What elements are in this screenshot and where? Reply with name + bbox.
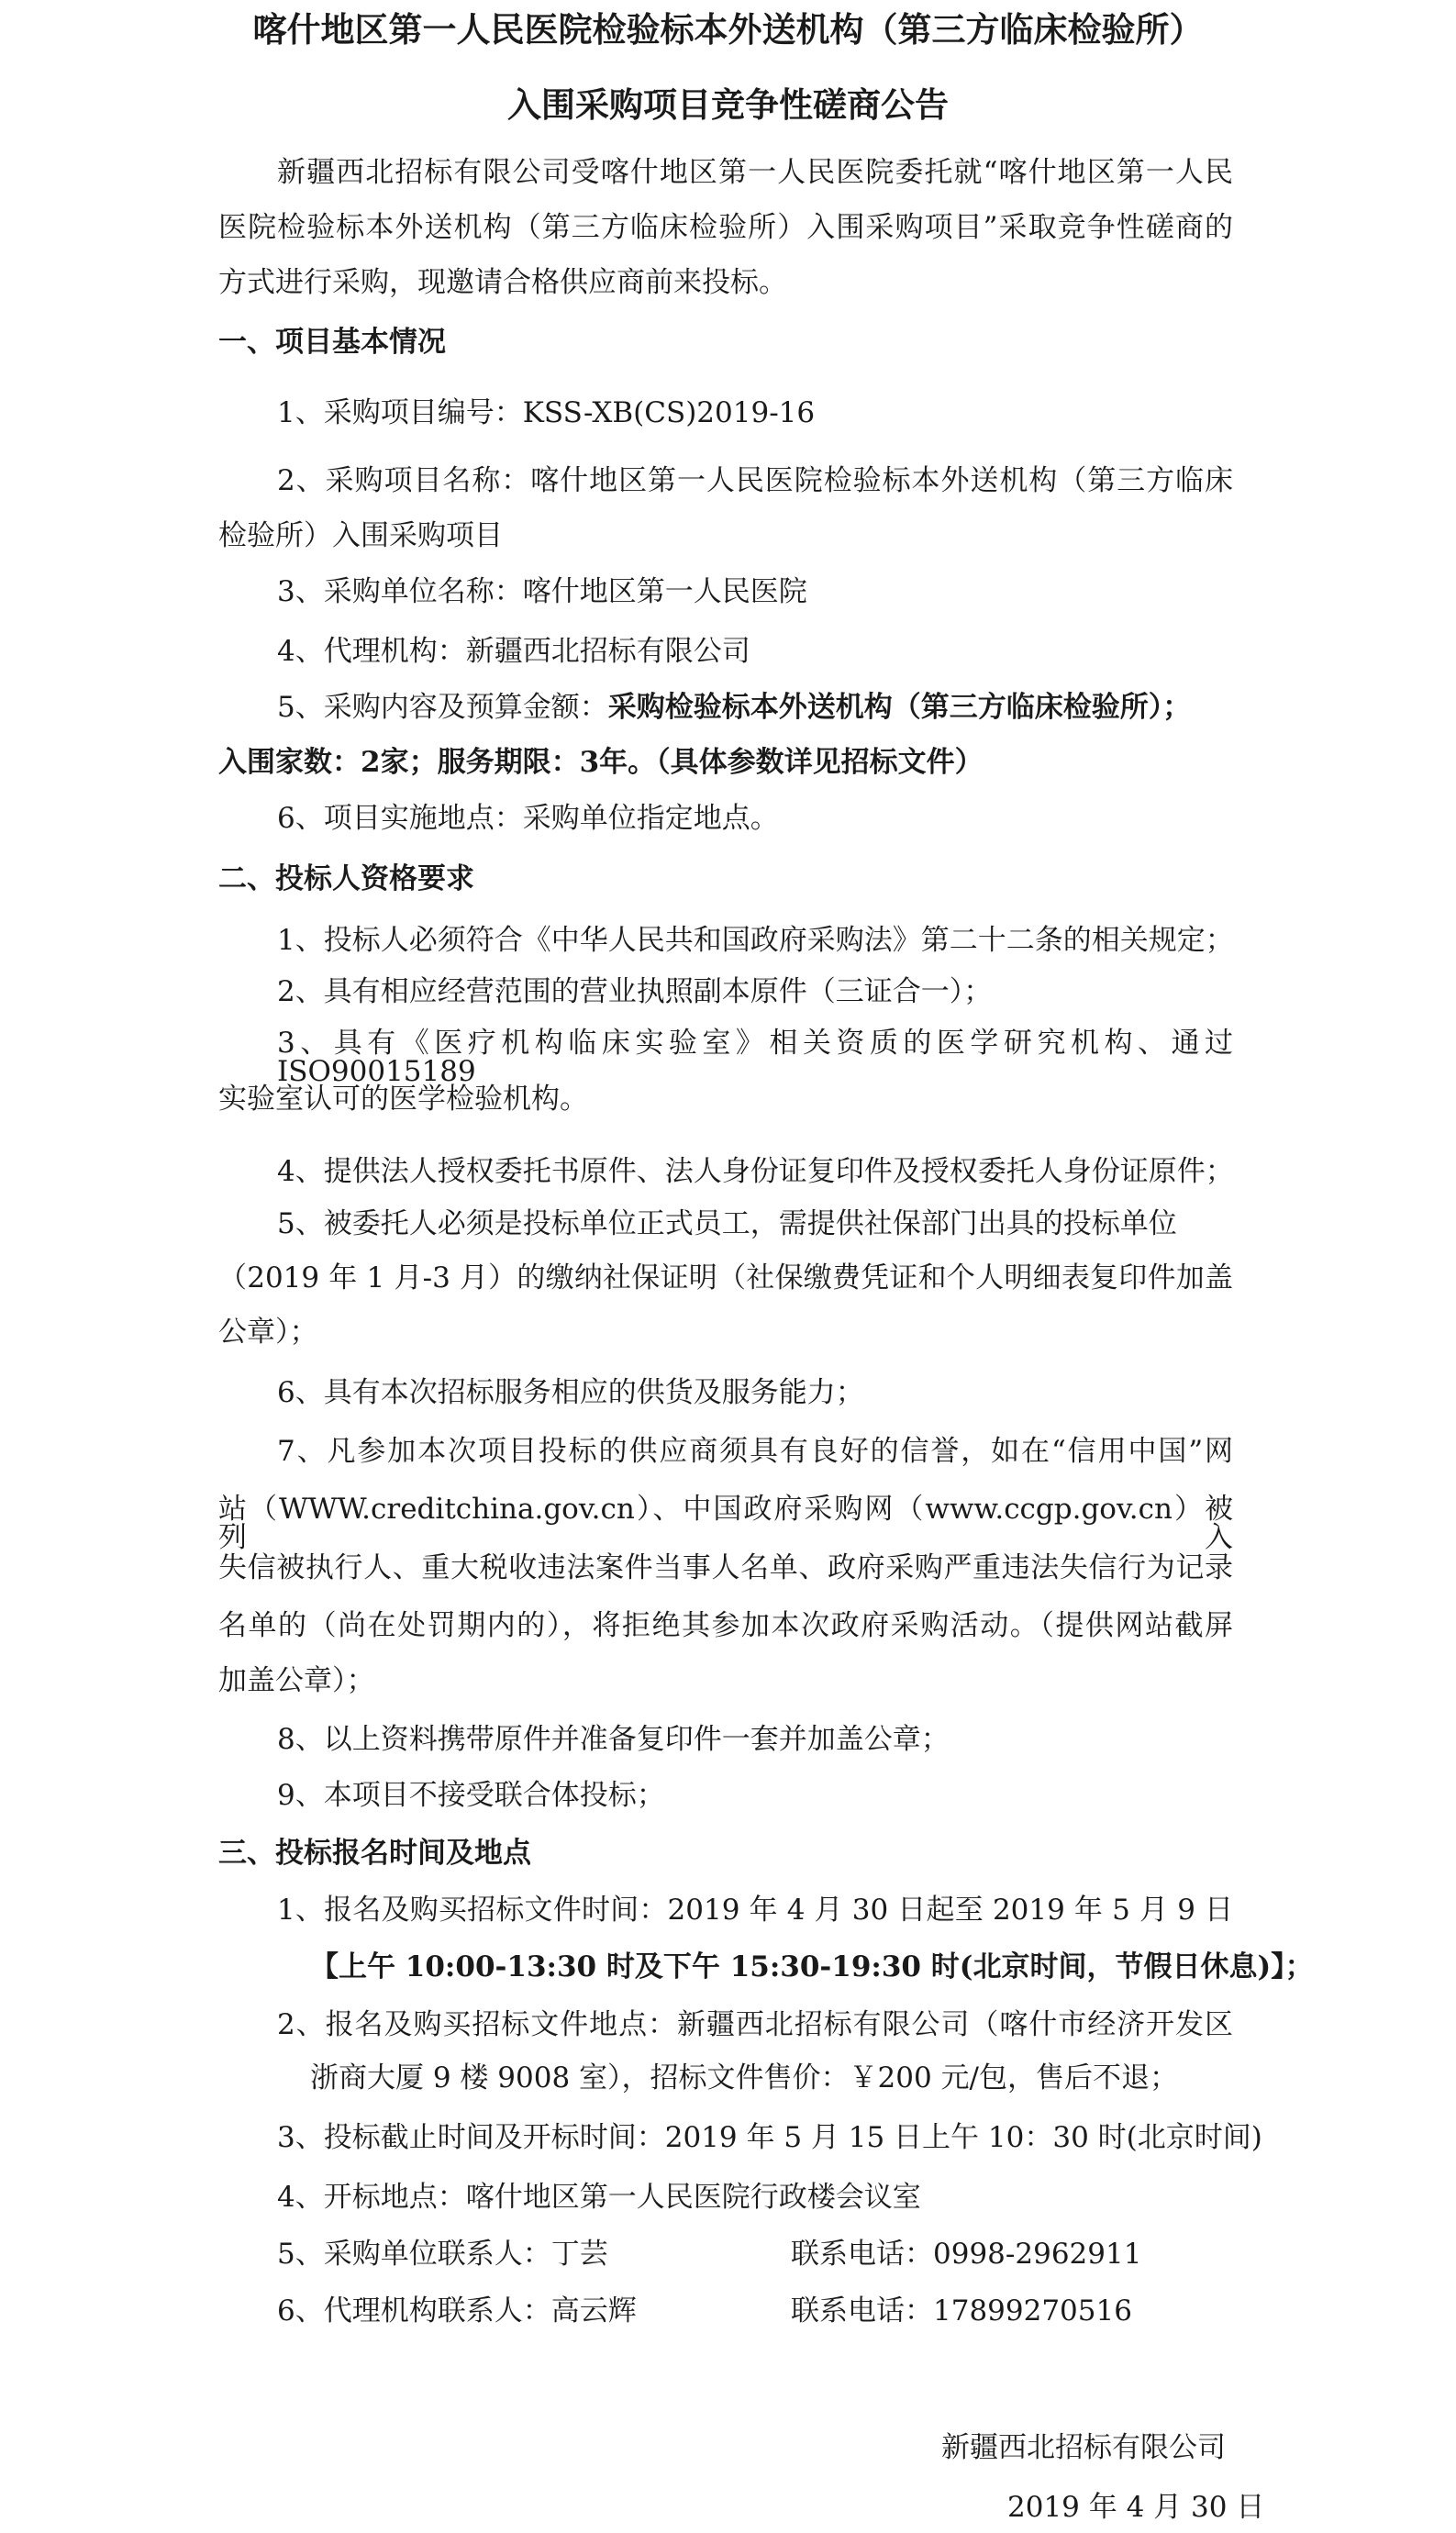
section1-item4: 4、代理机构：新疆西北招标有限公司	[277, 635, 750, 668]
section3-item1-line1: 1、报名及购买招标文件时间：2019 年 4 月 30 日起至 2019 年 5 月 9 日	[277, 1894, 1233, 1927]
section3-item5-contact: 5、采购单位联系人：丁芸	[277, 2238, 608, 2271]
section1-item1: 1、采购项目编号：KSS-XB(CS)2019-16	[277, 396, 816, 429]
section1-item5	[277, 691, 1192, 724]
section3-heading: 三、投标报名时间及地点	[218, 1837, 531, 1870]
section3-item2-line1: 2、报名及购买招标文件地点：新疆西北招标有限公司（喀什市经济开发区	[277, 2008, 1233, 2041]
section2-item5-line1: 5、被委托人必须是投标单位正式员工，需提供社保部门出具的投标单位	[277, 1207, 1177, 1240]
section1-item5-prefix: 5、采购内容及预算金额：	[277, 691, 608, 724]
section2-item7-line3: 失信被执行人、重大税收违法案件当事人名单、政府采购严重违法失信行为记录	[218, 1551, 1233, 1584]
intro-line1: 新疆西北招标有限公司受喀什地区第一人民医院委托就“喀什地区第一人民	[277, 156, 1233, 189]
section2-item6: 6、具有本次招标服务相应的供货及服务能力；	[277, 1376, 864, 1409]
intro-line3: 方式进行采购，现邀请合格供应商前来投标。	[218, 266, 787, 299]
page-title-line2: 入围采购项目竞争性磋商公告	[507, 84, 949, 125]
section2-item2: 2、具有相应经营范围的营业执照副本原件（三证合一）；	[277, 975, 993, 1008]
section3-item5-phone: 联系电话：0998-2962911	[791, 2238, 1142, 2271]
section2-item7-line5: 加盖公章）；	[218, 1664, 375, 1697]
section1-item2-line1: 2、采购项目名称：喀什地区第一人民医院检验标本外送机构（第三方临床	[277, 464, 1233, 497]
section3-item2-line2: 浙商大厦 9 楼 9008 室），招标文件售价：￥200 元/包，售后不退；	[310, 2061, 1178, 2094]
section2-item7-line1: 7、凡参加本次项目投标的供应商须具有良好的信誉，如在“信用中国”网	[277, 1435, 1233, 1468]
signature-company: 新疆西北招标有限公司	[941, 2431, 1226, 2464]
section2-heading: 二、投标人资格要求	[218, 862, 474, 895]
section2-item7-line2: 站（WWW.creditchina.gov.cn）、中国政府采购网（www.ccgp.gov.cn）被列入	[218, 1493, 1233, 1554]
section3-item4: 4、开标地点：喀什地区第一人民医院行政楼会议室	[277, 2181, 921, 2214]
section2-item3-line2: 实验室认可的医学检验机构。	[218, 1083, 588, 1116]
section2-item1: 1、投标人必须符合《中华人民共和国政府采购法》第二十二条的相关规定；	[277, 924, 1234, 957]
section3-item1-line2: 【上午 10:00-13:30 时及下午 15:30-19:30 时(北京时间，节假日休息)】；	[310, 1950, 1314, 1983]
page-title-line1: 喀什地区第一人民医院检验标本外送机构（第三方临床检验所）	[252, 9, 1204, 50]
section3-item6-phone: 联系电话：17899270516	[791, 2294, 1132, 2327]
section2-item9: 9、本项目不接受联合体投标；	[277, 1779, 665, 1812]
section1-heading: 一、项目基本情况	[218, 326, 446, 359]
section3-item3: 3、投标截止时间及开标时间：2019 年 5 月 15 日上午 10：30 时(北京时间)	[277, 2121, 1262, 2154]
section1-item6: 6、项目实施地点：采购单位指定地点。	[277, 802, 779, 835]
section2-item3-line1: 3、具有《医疗机构临床实验室》相关资质的医学研究机构、通过 ISO90015189	[277, 1027, 1233, 1088]
section3-item6-contact: 6、代理机构联系人：高云辉	[277, 2294, 637, 2327]
section2-item5-line2: （2019 年 1 月-3 月）的缴纳社保证明（社保缴费凭证和个人明细表复印件加盖	[218, 1261, 1233, 1294]
section2-item7-line4: 名单的（尚在处罚期内的），将拒绝其参加本次政府采购活动。（提供网站截屏	[218, 1609, 1233, 1642]
intro-line2: 医院检验标本外送机构（第三方临床检验所）入围采购项目”采取竞争性磋商的	[218, 211, 1233, 244]
section1-item2-line2: 检验所）入围采购项目	[218, 519, 503, 552]
section2-item8: 8、以上资料携带原件并准备复印件一套并加盖公章；	[277, 1723, 950, 1756]
signature-date: 2019 年 4 月 30 日	[1007, 2491, 1265, 2524]
section1-item5-line2: 入围家数：2家；服务期限：3年。（具体参数详见招标文件）	[218, 746, 984, 779]
section1-item3: 3、采购单位名称：喀什地区第一人民医院	[277, 575, 807, 608]
section1-item5-content: 采购检验标本外送机构（第三方临床检验所）；	[607, 691, 1192, 724]
section2-item4: 4、提供法人授权委托书原件、法人身份证复印件及授权委托人身份证原件；	[277, 1155, 1234, 1188]
section2-item5-line3: 公章）；	[218, 1316, 318, 1349]
